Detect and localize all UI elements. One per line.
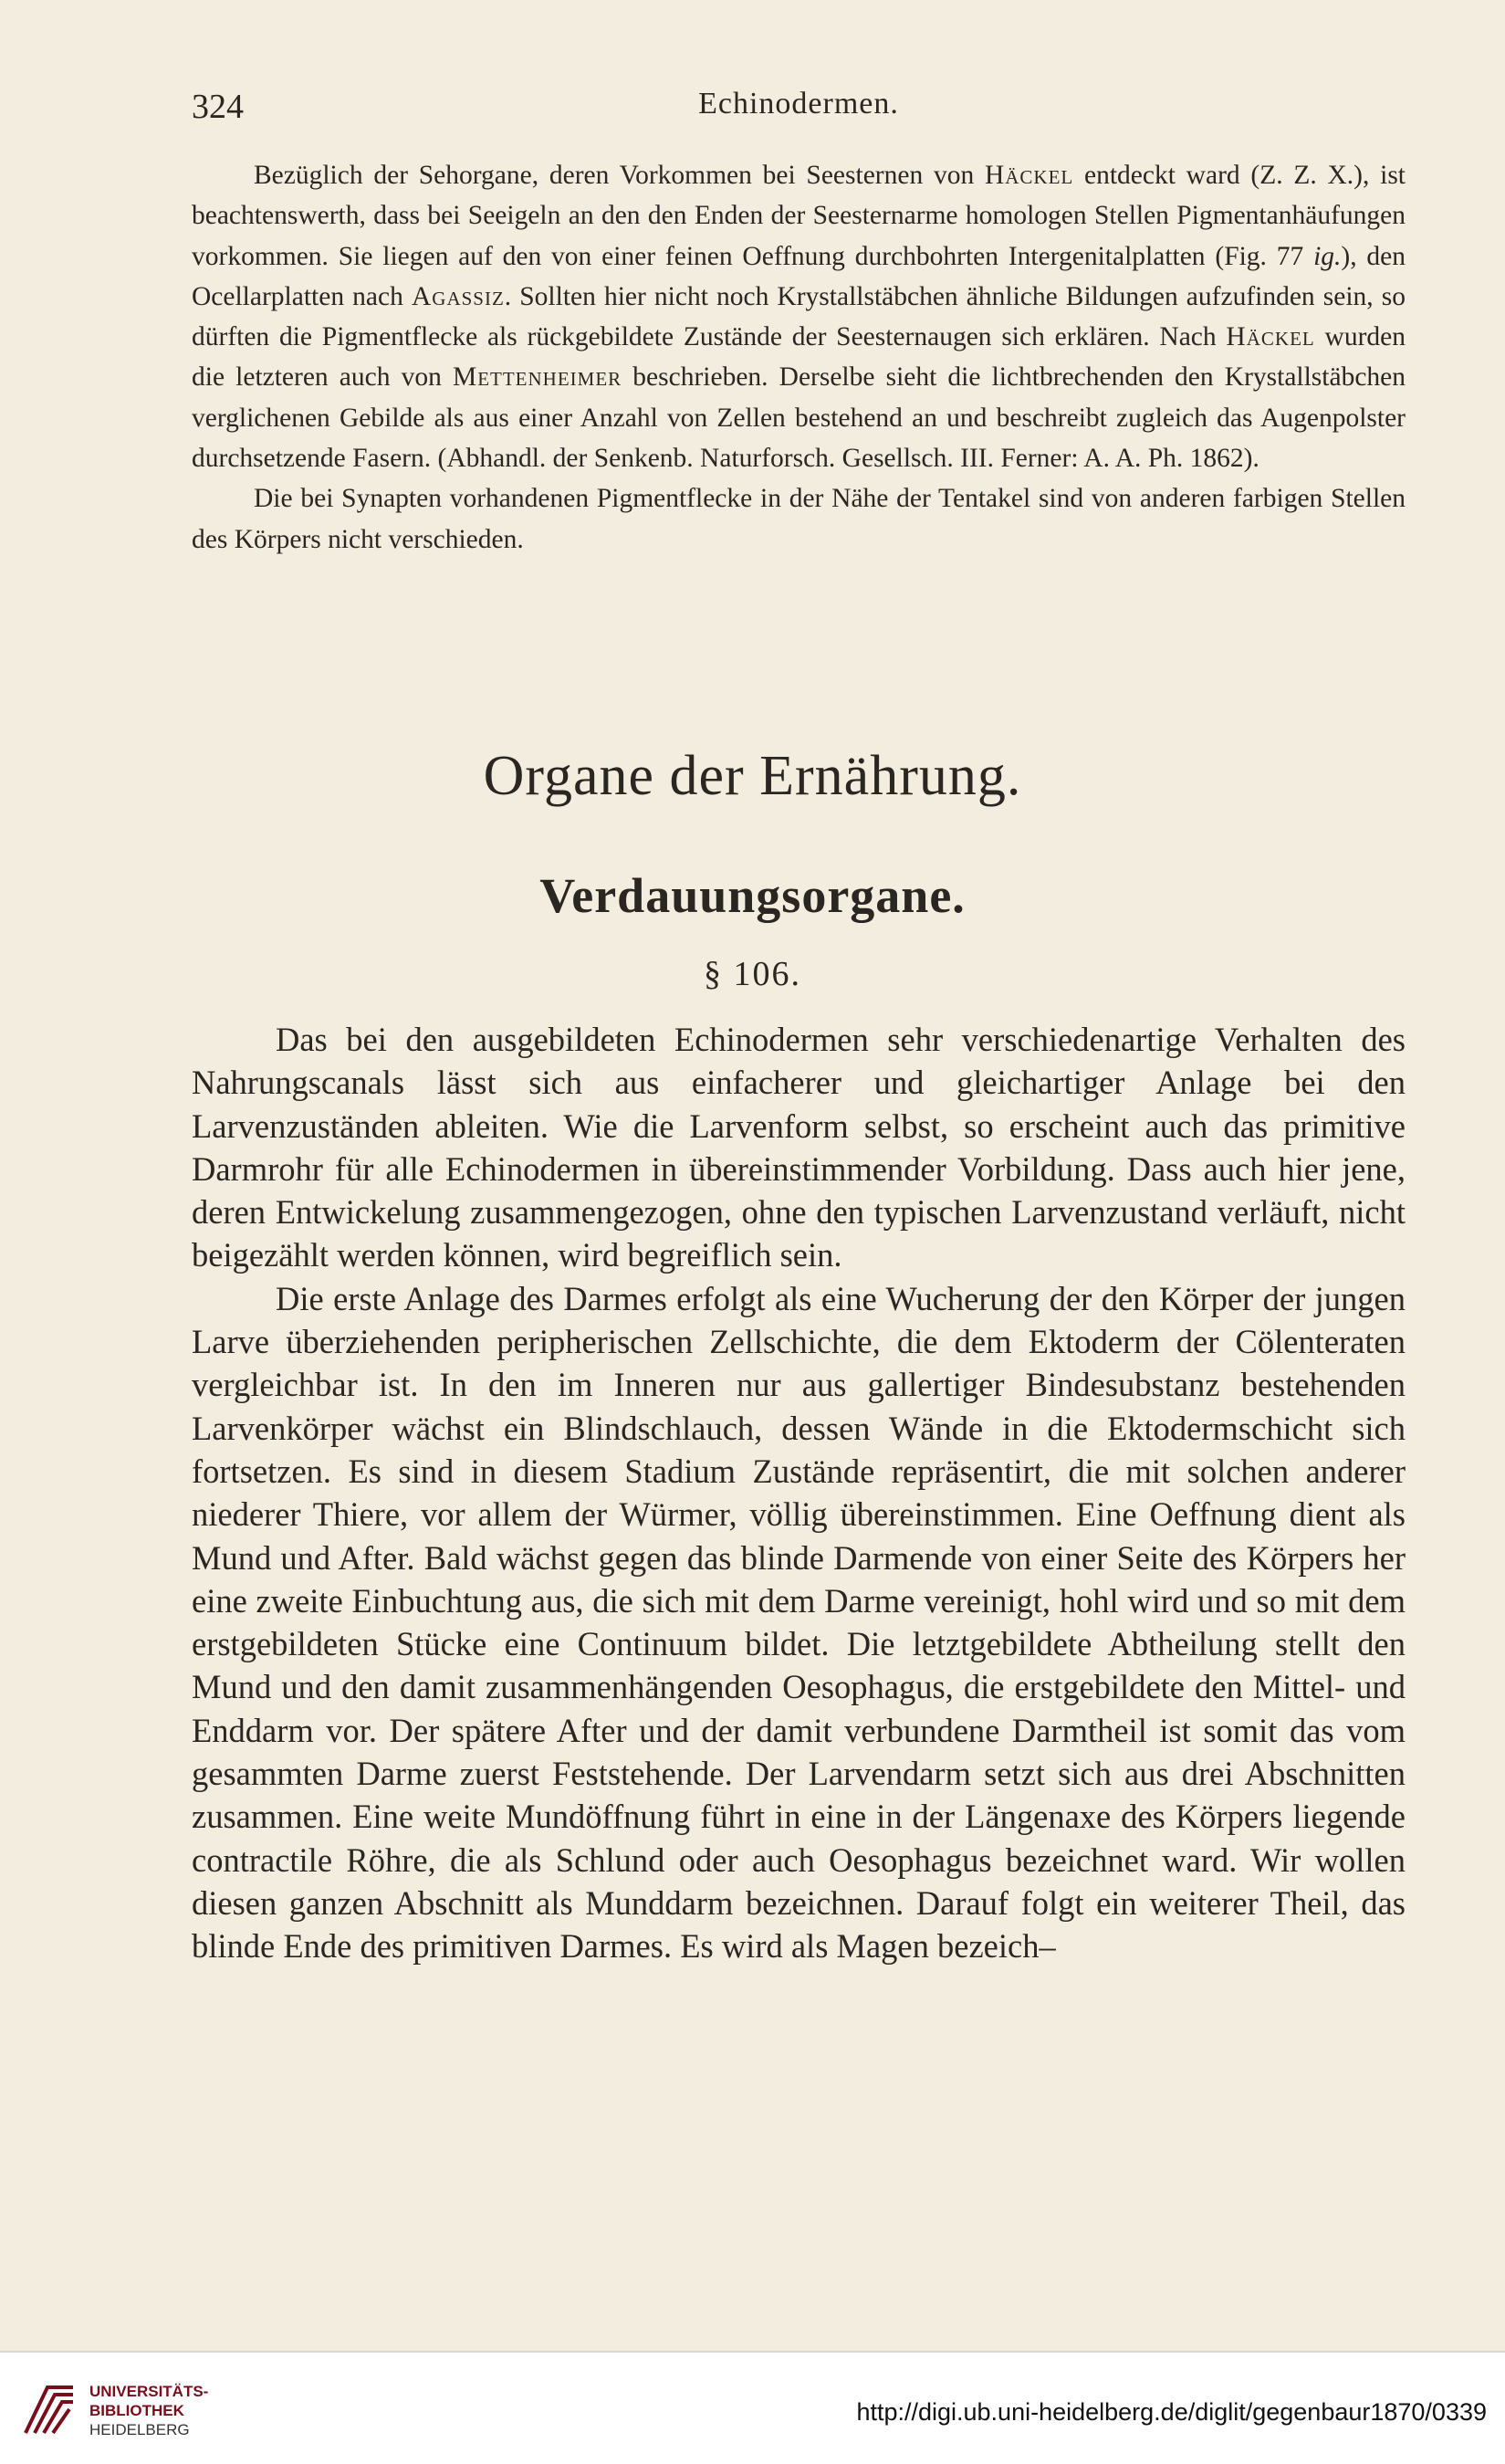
page-number: 324 (192, 88, 244, 126)
library-name[interactable]: UNIVERSITÄTS- BIBLIOTHEK HEIDELBERG (89, 2383, 209, 2438)
main-paragraph-2: Die erste Anlage des Darmes erfolgt als eine Wucherung der den Körper der jungen Larve überziehenden peripherischen Zellschichte, die dem Ektoderm der Cölenteraten vergleichbar ist. In den im Inneren nur aus gallertiger Bindesubstanz bestehenden Larvenkörper wächst ein Blindschlauch, dessen Wände in die Ektodermschicht sich fortsetzen. Es sind in diesem Stadium Zustände repräsentirt, die mit solchen anderer niederer Thiere, vor allem der Würmer, völlig übereinstimmen. Eine Oeffnung dient als Mund und After. Bald wächst gegen das blinde Darmende von einer Seite des Körpers her eine zweite Einbuchtung aus, die sich mit dem Darme vereinigt, hohl wird und so mit dem erstgebildeten Stücke eine Continuum bildet. Die letztgebildete Abtheilung stellt den Mund und den damit zusammenhängenden Oesophagus, die erstgebildete den Mittel- und Enddarm vor. Der spätere After und der damit verbundene Darmtheil ist somit das vom gesammten Darme zuerst Feststehende. Der Larvendarm setzt sich aus drei Abschnitten zusammen. Eine weite Mundöffnung führt in eine in der Längenaxe des Körpers liegende contractile Röhre, die als Schlund oder auch Oesophagus bezeichnet ward. Wir wollen diesen ganzen Abschnitt als Munddarm bezeichnen. Darauf folgt ein weiterer Theil, das blinde Ende des primitiven Darmes. Es wird als Magen bezeich– (192, 1279, 1406, 1966)
running-head: Echinodermen. (698, 87, 899, 121)
footnote-text-block (192, 155, 1406, 560)
author-name: Häckel (1226, 322, 1315, 352)
permalink-url[interactable]: http://digi.ub.uni-heidelberg.de/diglit/gegenbaur1870/0339 (856, 2398, 1487, 2426)
subsection-title: Verdauungsorgane. (539, 868, 966, 923)
main-paragraph-1: Das bei den ausgebildeten Echinodermen sehr verschiedenartige Verhalten des Nahrungscanals lässt sich aus einfacherer und gleichartiger Anlage bei den Larvenzuständen ableiten. Wie die Larvenform selbst, so erscheint auch das primitive Darmrohr für alle Echinodermen in übereinstimmender Vorbildung. Dass auch hier jene, deren Entwickelung zusammengezogen, ohne den typischen Larvenzustand verläuft, nicht beigezählt werden können, wird begreiflich sein. (192, 1021, 1406, 1274)
library-logo-icon[interactable] (20, 2378, 82, 2440)
main-text-block (192, 1018, 1406, 1968)
author-name: Häckel (984, 161, 1074, 190)
author-name: Agassiz (411, 281, 505, 311)
author-name: Mettenheimer (452, 362, 622, 393)
small-paragraph-1: Bezüglich der Sehorgane, deren Vorkommen bei Seesternen von Häckel entdeckt ward (Z. Z. X.), ist beachtenswerth, dass bei Seeigeln an den den Enden der Seesternarme homologen Stellen Pigmentanhäufungen vorkommen. Sie liegen auf den von einer feinen Oeffnung durchbohrten Intergenitalplatten (Fig. 77 ig.), den Ocellarplatten nach Agassiz. Sollten hier nicht noch Krystallstäbchen ähnliche Bildungen aufzufinden sein, so dürften die Pigmentflecke als rückgebildete Zustände der Seesternaugen sich erklären. Nach Häckel wurden die letzteren auch von Mettenheimer beschrieben. Derselbe sieht die lichtbrechenden den Krystallstäbchen verglichenen Gebilde als aus einer Anzahl von Zellen bestehend an und beschreibt zugleich das Augenpolster durchsetzende Fasern. (Abhandl. der Senkenb. Naturforsch. Gesellsch. III. Ferner: A. A. Ph. 1862). (192, 161, 1406, 474)
page-header (192, 87, 1406, 142)
small-paragraph-2: Die bei Synapten vorhandenen Pigmentflecke in der Nähe der Tentakel sind von anderen farbigen Stellen des Körpers nicht verschieden. (192, 484, 1406, 554)
viewer-footer (0, 2351, 1505, 2464)
figure-reference: ig. (1313, 241, 1342, 271)
section-title: Organe der Ernährung. (483, 745, 1022, 807)
paragraph-number: § 106. (704, 955, 801, 993)
